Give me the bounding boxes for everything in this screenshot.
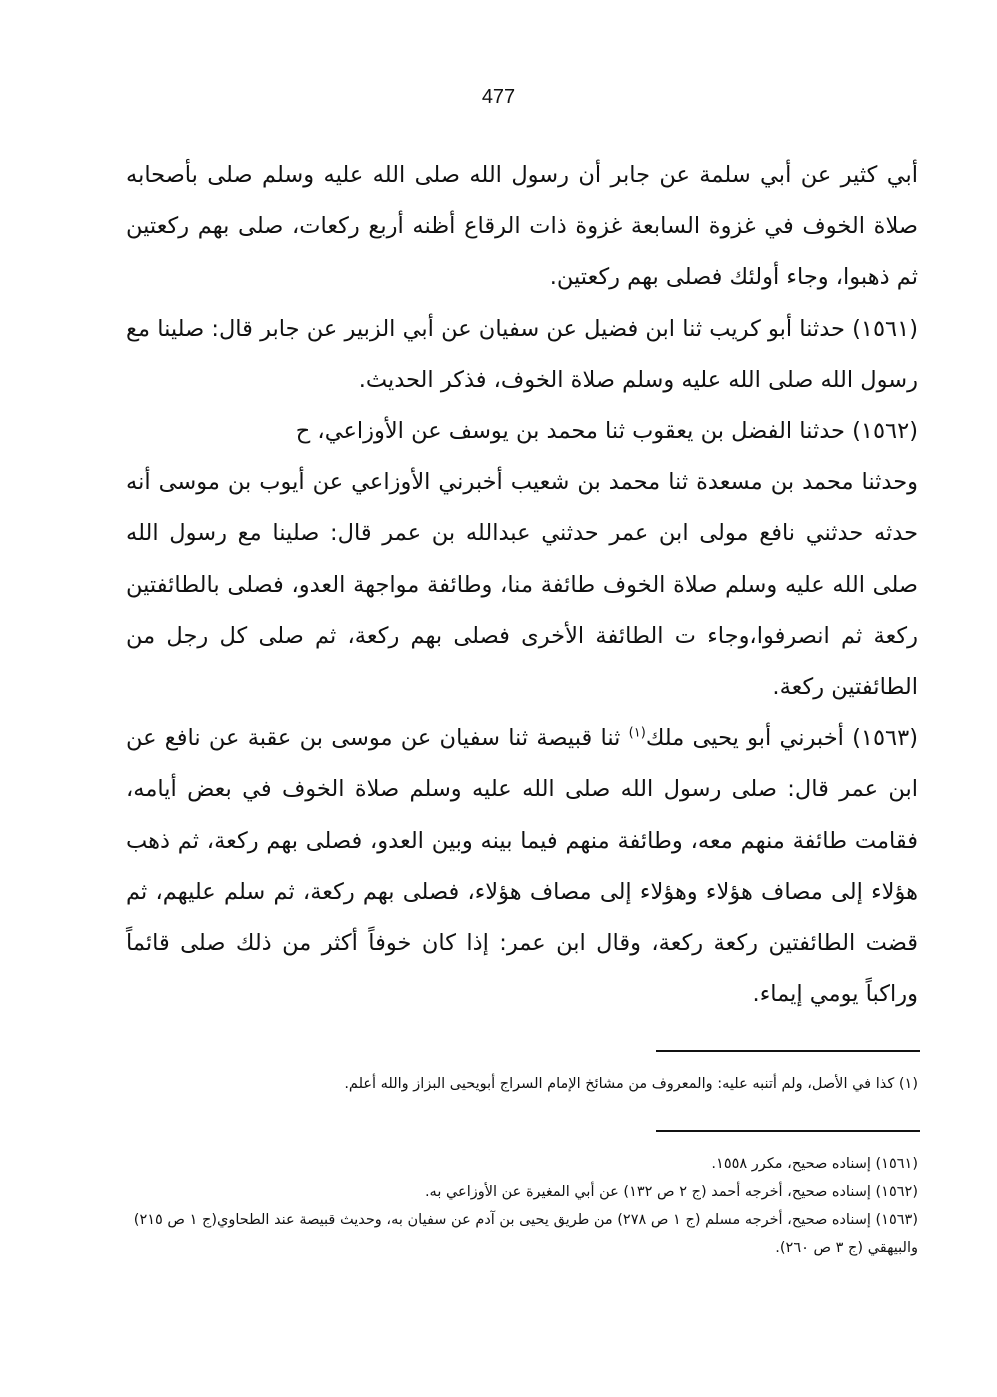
footnote-divider <box>656 1050 920 1052</box>
references-divider <box>656 1130 920 1132</box>
footnote: (١) كذا في الأصل، ولم أتنبه عليه: والمعروف من مشائخ الإمام السراج أبويحيى البزاز والله أعلم. <box>344 1076 918 1092</box>
reference-note: (١٥٦٢) إسناده صحيح، أخرجه أحمد (ج ٢ ص ١٣٢) عن أبي المغيرة عن الأوزاعي به. <box>424 1184 918 1200</box>
paragraph-text: (١٥٦٣) أخبرني أبو يحيى ملك <box>645 725 919 752</box>
reference-note: (١٥٦١) إسناده صحيح، مكرر ١٥٥٨. <box>711 1156 918 1172</box>
paragraph: (١٥٦١) حدثنا أبو كريب ثنا ابن فضيل عن سفيان عن أبي الزبير عن جابر قال: صلينا مع رسول الله صلى الله عليه وسلم صلاة الخوف، فذكر الحديث. <box>126 315 918 393</box>
paragraph: أبي كثير عن أبي سلمة عن جابر أن رسول الله صلى الله عليه وسلم صلى بأصحابه صلاة الخوف في غزوة السابعة غزوة ذات الرقاع أظنه أربع ركعات، صلى بهم ركعتين ثم ذهبوا، وجاء أولئك فصلى بهم ركعتين. <box>126 162 918 291</box>
paragraph: وحدثنا محمد بن مسعدة ثنا محمد بن شعيب أخبرني الأوزاعي عن أيوب بن موسى أنه حدثه حدثني نافع مولى ابن عمر حدثني عبدالله بن عمر قال: صلينا مع رسول الله صلى الله عليه وسلم صلاة الخوف طائفة منا، وطائفة مواجهة العدو، فصلى بالطائفتين ركعة ثم انصرفوا،وجاء ت الطائفة الأخرى فصلى بهم ركعة، ثم صلى كل رجل من الطائفتين ركعة. <box>126 469 918 701</box>
page-number: 477 <box>481 86 516 108</box>
hadith-references <box>126 1150 918 1262</box>
footnote-reference: (١) <box>628 725 646 741</box>
paragraph <box>126 713 918 1020</box>
paragraph: (١٥٦٢) حدثنا الفضل بن يعقوب ثنا محمد بن يوسف عن الأوزاعي، ح <box>295 418 918 445</box>
reference-note: (١٥٦٣) إسناده صحيح، أخرجه مسلم (ج ١ ص ٢٧٨) من طريق يحيى بن آدم عن سفيان به، وحديث قبيصة عند الطحاوي(ج ١ ص ٢١٥) والبيهقي (ج ٣ ص ٢٦٠). <box>133 1212 918 1256</box>
paragraph-text: ثنا قبيصة ثنا سفيان عن موسى بن عقبة عن نافع عن ابن عمر قال: صلى رسول الله صلى الله عليه وسلم صلاة الخوف في بعض أيامه، فقامت طائفة منهم معه، وطائفة منهم فيما بينه وبين العدو، فصلى بهم ركعة، ثم ذهب هؤلاء إلى مصاف هؤلاء وهؤلاء إلى مصاف هؤلاء، فصلى بهم ركعة، ثم سلم عليهم، ثم قضت الطائفتين ركعة ركعة، وقال ابن عمر: إذا كان خوفاً أكثر من ذلك صلى قائماً وراكباً يومي إيماء. <box>126 725 918 1008</box>
main-text <box>126 150 918 1020</box>
